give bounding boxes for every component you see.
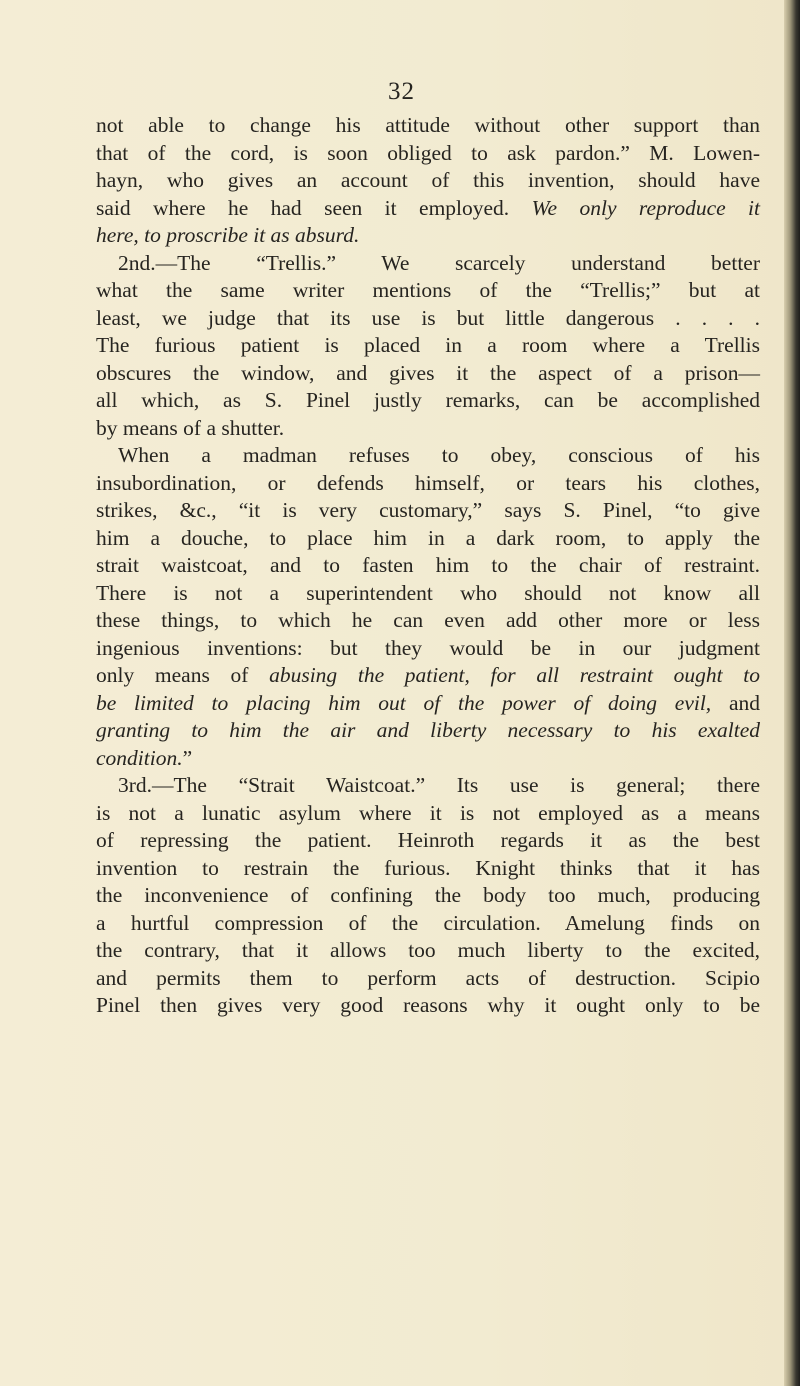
text-line — [96, 360, 760, 388]
line-text: that of the cord, is soon obliged to ask pardon.” M. Lowen- — [96, 140, 760, 165]
text-line — [96, 332, 760, 360]
line-text: a hurtful compression of the circulation. Amelung finds on — [96, 910, 760, 935]
line-text: Pinel then gives very good reasons why it ought only to be — [96, 993, 760, 1017]
line-italic-text: be limited to placing him out of the power of doing evil, — [96, 690, 712, 715]
text-line — [96, 222, 760, 250]
line-text: these things, to which he can even add other more or less — [96, 608, 760, 632]
page-number: 32 — [388, 78, 415, 105]
line-text: the contrary, that it allows too much liberty to the excited, — [96, 938, 760, 962]
body-text — [96, 112, 760, 1020]
text-line — [96, 910, 760, 938]
line-text: 2nd.—The “Trellis.” We scarcely understand better — [118, 250, 760, 275]
text-line — [96, 965, 760, 993]
text-line — [96, 882, 760, 910]
line-text: 3rd.—The “Strait Waistcoat.” Its use is general; there — [118, 773, 760, 797]
line-text: obscures the window, and gives it the aspect of a prison— — [96, 360, 760, 385]
line-trailing-text: ” — [182, 745, 193, 770]
text-line — [96, 772, 760, 800]
line-text: of repressing the patient. Heinroth regards it as the best — [96, 828, 760, 852]
line-italic-text: We only reproduce it — [531, 195, 760, 220]
text-line — [96, 525, 760, 553]
line-trailing-text: and — [728, 690, 760, 715]
line-text: invention to restrain the furious. Knight thinks that it has — [96, 855, 760, 880]
text-line — [96, 607, 760, 635]
line-text: strikes, &c., “it is very customary,” says S. Pinel, “to give — [96, 498, 760, 522]
text-line — [96, 580, 760, 608]
line-text: by means of a shutter. — [96, 415, 285, 440]
line-italic-text: abusing the patient, for all restraint ought to — [269, 663, 761, 687]
text-line — [96, 662, 760, 690]
text-line — [96, 305, 760, 333]
text-line — [96, 992, 760, 1020]
text-line — [96, 937, 760, 965]
text-line — [96, 690, 760, 718]
line-text: When a madman refuses to obey, conscious of his — [118, 443, 760, 467]
text-line — [96, 470, 760, 498]
text-line — [96, 442, 760, 470]
line-text: ingenious inventions: but they would be in our judgment — [96, 635, 760, 660]
line-text: not able to change his attitude without other support than — [96, 113, 760, 137]
text-line — [96, 497, 760, 525]
text-line — [96, 277, 760, 305]
line-text: least, we judge that its use is but little dangerous . . . . — [96, 305, 760, 330]
line-text: insubordination, or defends himself, or tears his clothes, — [96, 470, 760, 495]
text-line — [96, 745, 760, 773]
text-line — [96, 140, 760, 168]
line-text: and permits them to perform acts of destruction. Scipio — [96, 965, 760, 990]
line-text: what the same writer mentions of the “Trellis;” but at — [96, 278, 760, 302]
page-edge-shadow — [784, 0, 800, 1386]
text-line — [96, 250, 760, 278]
line-text: the inconvenience of confining the body too much, producing — [96, 883, 760, 907]
text-line — [96, 827, 760, 855]
text-line — [96, 195, 760, 223]
text-line — [96, 167, 760, 195]
line-text: The furious patient is placed in a room where a Trellis — [96, 333, 760, 357]
line-text: only means of — [96, 663, 249, 687]
line-text: strait waistcoat, and to fasten him to the chair of restraint. — [96, 553, 760, 577]
text-line — [96, 635, 760, 663]
line-text: him a douche, to place him in a dark room, to apply the — [96, 525, 760, 550]
text-line — [96, 855, 760, 883]
text-line — [96, 387, 760, 415]
line-text: is not a lunatic asylum where it is not employed as a means — [96, 800, 760, 825]
text-line — [96, 112, 760, 140]
line-text: all which, as S. Pinel justly remarks, can be accomplished — [96, 388, 760, 412]
text-line — [96, 415, 760, 443]
line-italic-text: condition. — [96, 745, 183, 770]
line-text: said where he had seen it employed. — [96, 195, 510, 220]
text-line — [96, 552, 760, 580]
line-italic-text: here, to proscribe it as absurd. — [96, 223, 360, 247]
text-line — [96, 800, 760, 828]
line-italic-text: granting to him the air and liberty necessary to his exalted — [96, 718, 760, 742]
line-text: There is not a superintendent who should not know all — [96, 580, 760, 605]
text-line — [96, 717, 760, 745]
line-text: hayn, who gives an account of this invention, should have — [96, 168, 760, 192]
